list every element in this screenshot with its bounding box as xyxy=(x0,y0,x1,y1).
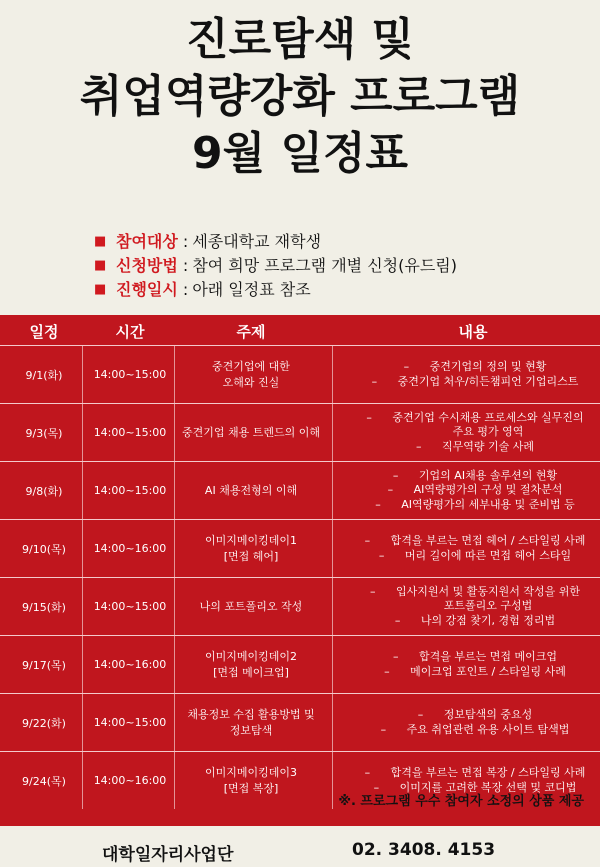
info-value: 참여 희망 프로그램 개별 신청(유드림) xyxy=(192,256,457,275)
dash-bullet: – xyxy=(364,534,371,547)
row-content xyxy=(352,520,594,577)
row-topic xyxy=(172,520,330,577)
content-item xyxy=(389,469,557,484)
content-text: 머리 길이에 따른 면접 헤어 스타일 xyxy=(404,548,572,562)
dash-bullet: – xyxy=(378,548,385,562)
topic-text xyxy=(205,649,297,681)
header-content: 내용 xyxy=(458,323,488,341)
info-separator: : xyxy=(177,232,189,251)
column-divider xyxy=(82,578,83,635)
topic-line: [면접 메이크업] xyxy=(213,665,289,679)
header-topic: 주제 xyxy=(236,323,266,341)
content-item xyxy=(375,549,571,564)
column-divider xyxy=(82,520,83,577)
column-divider xyxy=(332,636,333,693)
topic-line: 중견기업에 대한 xyxy=(212,359,290,373)
row-content xyxy=(352,462,594,519)
dash-bullet: – xyxy=(375,497,381,511)
content-item xyxy=(371,498,575,513)
column-divider xyxy=(174,346,175,403)
bullet-icon: ■ xyxy=(94,234,107,249)
content-item xyxy=(368,375,579,390)
table-body xyxy=(0,345,600,809)
row-content xyxy=(352,404,594,461)
topic-line: 이미지메이킹데이2 xyxy=(204,649,297,663)
content-item xyxy=(414,599,533,614)
row-time: 14:00~16:00 xyxy=(93,542,167,555)
topic-line: 채용정보 수집 활용방법 및 xyxy=(187,707,315,721)
column-divider xyxy=(174,578,175,635)
info-item-target xyxy=(94,230,457,254)
table-row xyxy=(0,403,600,461)
topic-line: 나의 포트폴리오 작성 xyxy=(199,599,303,613)
content-item xyxy=(384,483,563,498)
topic-line: 이미지메이킹데이3 xyxy=(204,765,297,779)
column-divider xyxy=(332,404,333,461)
topic-text xyxy=(205,533,297,565)
dash-bullet: – xyxy=(371,374,378,388)
table-row xyxy=(0,345,600,403)
column-divider xyxy=(332,346,333,403)
info-value: 세종대학교 재학생 xyxy=(192,232,322,251)
row-date: 9/1(화) xyxy=(25,368,63,382)
table-row xyxy=(0,461,600,519)
content-text: 기업의 AI채용 솔루션의 현황 xyxy=(418,468,558,482)
dash-bullet: – xyxy=(394,613,401,627)
topic-line: 이미지메이킹데이1 xyxy=(204,533,297,547)
info-label: 신청방법 xyxy=(116,256,178,275)
row-date: 9/17(목) xyxy=(22,658,66,672)
column-divider xyxy=(174,462,175,519)
row-time: 14:00~16:00 xyxy=(93,658,167,671)
row-time: 14:00~16:00 xyxy=(93,774,167,787)
footer-organization: 대학일자리사업단 xyxy=(102,845,234,865)
content-text: AI역량평가의 구성 및 절차분석 xyxy=(413,483,563,497)
content-item xyxy=(400,360,547,375)
column-divider xyxy=(332,578,333,635)
column-divider xyxy=(82,636,83,693)
column-divider xyxy=(82,404,83,461)
content-text: AI역량평가의 세부내용 및 준비법 등 xyxy=(401,497,575,511)
column-divider xyxy=(174,694,175,751)
content-item xyxy=(380,665,566,680)
column-divider xyxy=(174,636,175,693)
row-content xyxy=(352,636,594,693)
dash-bullet: – xyxy=(392,650,399,663)
column-divider xyxy=(82,694,83,751)
column-divider xyxy=(332,694,333,751)
content-item xyxy=(423,425,524,440)
content-item xyxy=(389,650,557,665)
content-item xyxy=(414,708,533,723)
row-time: 14:00~15:00 xyxy=(93,484,167,497)
column-divider xyxy=(82,462,83,519)
header-date: 일정 xyxy=(29,323,59,341)
column-divider xyxy=(332,462,333,519)
topic-text xyxy=(205,483,297,499)
row-topic xyxy=(172,404,330,461)
row-content xyxy=(352,694,594,751)
column-divider xyxy=(82,346,83,403)
row-topic xyxy=(172,578,330,635)
content-text: 이미지를 고려한 복장 선택 및 코디법 xyxy=(399,780,577,794)
content-text: 메이크업 포인트 / 스타일링 사례 xyxy=(410,664,566,678)
column-divider xyxy=(332,520,333,577)
topic-line: 정보탐색 xyxy=(229,723,273,737)
column-divider xyxy=(174,404,175,461)
content-text: 중견기업 처우/히든챔피언 기업리스트 xyxy=(397,374,579,388)
info-item-method xyxy=(94,254,457,278)
row-topic xyxy=(172,346,330,403)
content-text: 주요 평가 영역 xyxy=(452,425,524,439)
dash-bullet: – xyxy=(369,584,376,598)
dash-bullet: – xyxy=(387,483,394,497)
dash-bullet: – xyxy=(415,439,422,453)
content-text: 중견기업 수시채용 프로세스와 실무진의 xyxy=(392,410,584,424)
dash-bullet: – xyxy=(384,664,390,678)
dash-bullet: – xyxy=(380,722,387,736)
content-item xyxy=(412,440,534,455)
row-time: 14:00~15:00 xyxy=(93,368,167,381)
footer-phone: 02. 3408. 4153 xyxy=(352,840,496,860)
content-item xyxy=(361,534,586,549)
topic-text xyxy=(212,359,290,391)
content-text: 포트폴리오 구성법 xyxy=(443,599,533,613)
row-content xyxy=(352,346,594,403)
row-date: 9/22(화) xyxy=(22,716,66,730)
table-row xyxy=(0,635,600,693)
row-time: 14:00~15:00 xyxy=(93,600,167,613)
prize-note: ※. 프로그램 우수 참여자 소정의 상품 제공 xyxy=(338,794,584,809)
header-time: 시간 xyxy=(115,323,145,341)
content-text: 합격을 부르는 면접 헤어 / 스타일링 사례 xyxy=(390,534,586,547)
row-date: 9/24(목) xyxy=(22,774,66,788)
row-topic xyxy=(172,462,330,519)
info-separator: : xyxy=(177,256,189,275)
info-item-schedule xyxy=(94,278,457,302)
info-list xyxy=(94,230,457,302)
row-date: 9/10(목) xyxy=(22,542,66,556)
row-topic xyxy=(172,694,330,751)
topic-text xyxy=(182,425,320,441)
row-date: 9/15(화) xyxy=(22,600,66,614)
table-header xyxy=(0,315,600,345)
row-content xyxy=(352,578,594,635)
row-date: 9/3(목) xyxy=(25,426,63,440)
table-row xyxy=(0,693,600,751)
title-line-1: 진로탐색 및 xyxy=(186,14,414,65)
content-item xyxy=(391,614,555,629)
dash-bullet: – xyxy=(403,360,410,373)
schedule-table xyxy=(0,315,600,820)
dash-bullet: – xyxy=(364,766,371,779)
topic-text xyxy=(187,707,314,739)
content-text: 합격을 부르는 면접 복장 / 스타일링 사례 xyxy=(390,766,586,779)
dash-bullet: – xyxy=(366,410,372,424)
content-text: 정보탐색의 중요성 xyxy=(443,708,533,721)
info-value: 아래 일정표 참조 xyxy=(192,280,311,299)
content-item xyxy=(377,723,570,738)
topic-line: 중견기업 채용 트렌드의 이해 xyxy=(181,425,320,439)
table-row xyxy=(0,519,600,577)
content-text: 중견기업의 정의 및 현황 xyxy=(429,360,547,373)
content-item xyxy=(366,585,580,600)
info-label: 진행일시 xyxy=(116,280,178,299)
title-line-3: 9월 일정표 xyxy=(192,128,408,179)
info-label: 참여대상 xyxy=(116,232,178,251)
column-divider xyxy=(174,520,175,577)
title-line-2: 취업역량강화 프로그램 xyxy=(79,71,521,122)
bullet-icon: ■ xyxy=(94,258,107,273)
topic-line: [면접 헤어] xyxy=(223,549,279,563)
bullet-icon: ■ xyxy=(94,282,107,297)
topic-text xyxy=(200,599,303,615)
footer xyxy=(0,818,600,867)
row-time: 14:00~15:00 xyxy=(93,426,167,439)
dash-bullet: – xyxy=(392,468,399,482)
topic-line: [면접 복장] xyxy=(223,781,279,795)
content-item xyxy=(361,766,586,781)
content-text: 주요 취업관련 유용 사이트 탐색법 xyxy=(406,722,570,736)
topic-line: 오해와 진실 xyxy=(222,375,280,389)
content-text: 합격을 부르는 면접 메이크업 xyxy=(418,650,557,663)
row-date: 9/8(화) xyxy=(25,484,63,498)
row-topic xyxy=(172,636,330,693)
content-text: 나의 강점 찾기, 경험 정리법 xyxy=(420,613,556,627)
row-time: 14:00~15:00 xyxy=(93,716,167,729)
dash-bullet: – xyxy=(417,708,424,721)
dash-bullet: – xyxy=(373,780,380,794)
topic-line: AI 채용전형의 이해 xyxy=(204,483,298,497)
content-text: 직무역량 기술 사례 xyxy=(441,439,534,453)
content-item xyxy=(362,411,583,426)
content-text: 입사지원서 및 활동지원서 작성을 위한 xyxy=(395,584,580,598)
info-separator: : xyxy=(177,280,189,299)
table-row xyxy=(0,577,600,635)
